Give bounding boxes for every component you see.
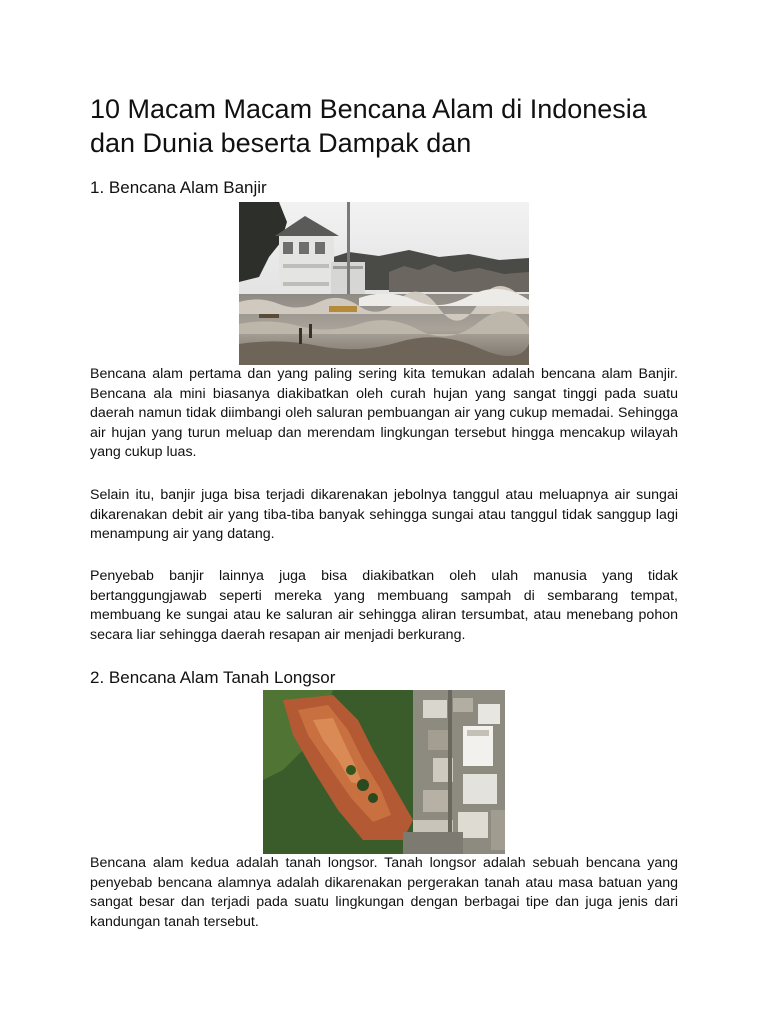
page-title: 10 Macam Macam Bencana Alam di Indonesia dan Dunia beserta Dampak dan xyxy=(90,94,647,158)
paragraph-banjir-1: Bencana alam pertama dan yang paling sering kita temukan adalah bencana alam Banjir. Bencana ala mini biasanya diakibatkan oleh curah hujan yang sangat tinggi pada suatu daerah namun tidak diimbangi oleh saluran pembuangan air yang cukup memadai. Sehingga air hujan yang turun meluap dan merendam lingkungan tersebut hingga mencakup wilayah yang cukup luas. xyxy=(90,366,678,460)
section-heading-banjir: 1. Bencana Alam Banjir xyxy=(90,178,267,197)
paragraph-banjir-2: Selain itu, banjir juga bisa terjadi dikarenakan jebolnya tanggul atau meluapnya air sungai dikarenakan debit air yang tiba-tiba banyak sehingga sungai atau tanggul tidak sanggup lagi menampung air yang datang. xyxy=(90,487,678,542)
section-heading-longsor: 2. Bencana Alam Tanah Longsor xyxy=(90,668,336,687)
paragraph-banjir-3: Penyebab banjir lainnya juga bisa diakibatkan oleh ulah manusia yang tidak bertanggungjawab seperti mereka yang membuang sampah di sembarang tempat, membuang ke sungai atau ke saluran air sehingga aliran tersumbat, atau menebang pohon secara liar sehingga daerah resapan air menjadi berkurang. xyxy=(90,568,678,643)
flood-photo xyxy=(239,202,529,365)
landslide-photo xyxy=(263,690,505,854)
paragraph-longsor-1: Bencana alam kedua adalah tanah longsor. Tanah longsor adalah sebuah bencana yang penyebab bencana alamnya adalah dikarenakan pergerakan tanah atau masa batuan yang sangat besar dan terjadi pada suatu lingkungan dengan berbagai tipe dan juga jenis dari kandungan tanah tersebut. xyxy=(90,855,678,930)
